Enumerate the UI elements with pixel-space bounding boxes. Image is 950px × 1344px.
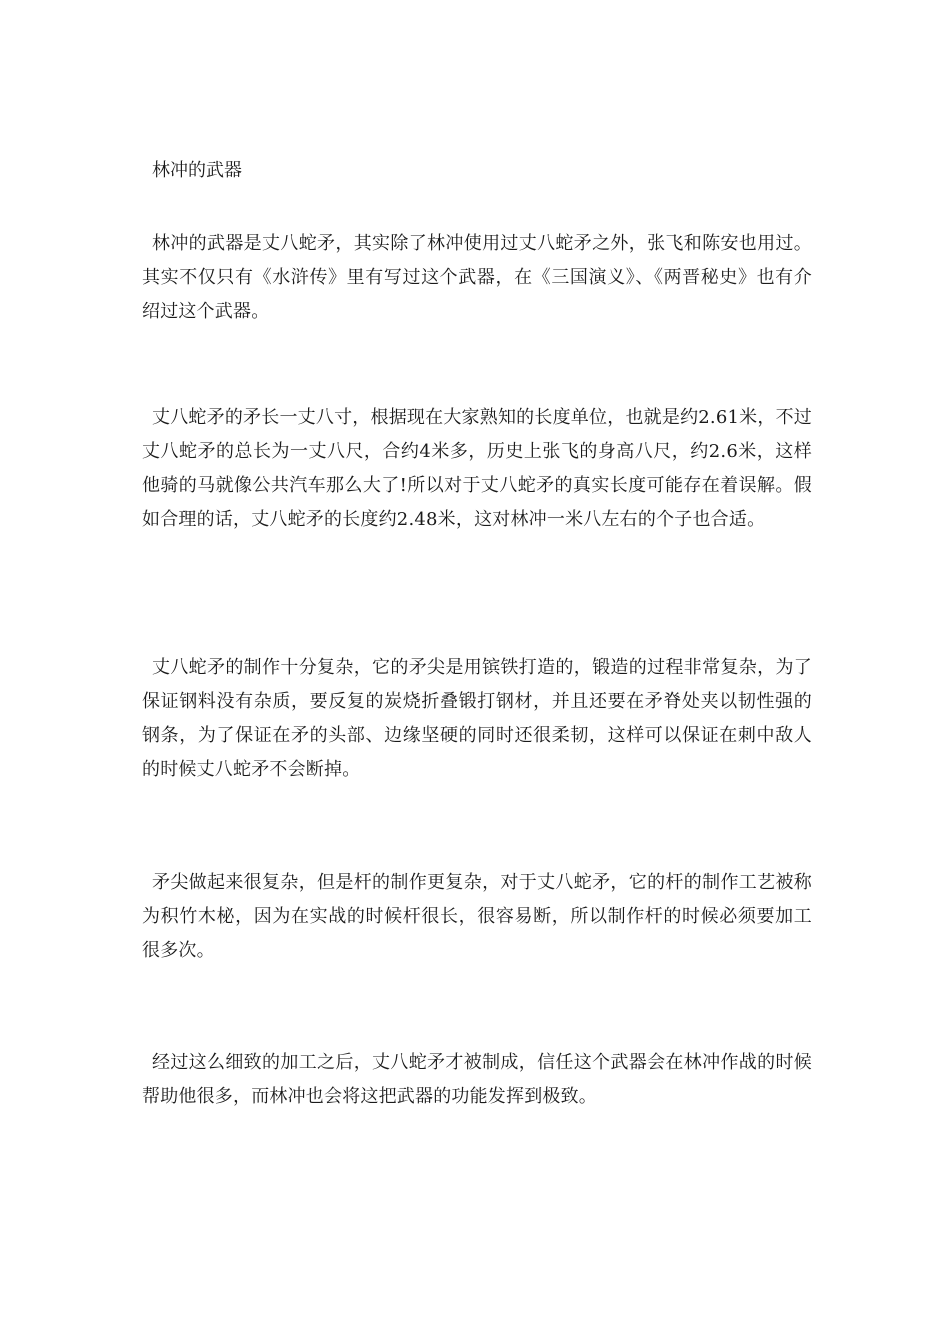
paragraph-conclusion: 经过这么细致的加工之后，丈八蛇矛才被制成，信任这个武器会在林冲作战的时候帮助他很多，而林冲也会将这把武器的功能发挥到极致。: [142, 1052, 812, 1107]
paragraph-spearhead: 丈八蛇矛的制作十分复杂，它的矛尖是用镔铁打造的，锻造的过程非常复杂，为了保证钢料没有杂质，要反复的炭烧折叠锻打钢材，并且还要在矛脊处夹以韧性强的钢条，为了保证在矛的头部、边缘坚硬的同时还很柔韧，这样可以保证在刺中敌人的时候丈八蛇矛不会断掉。: [142, 657, 812, 780]
paragraph-intro: 林冲的武器是丈八蛇矛，其实除了林冲使用过丈八蛇矛之外，张飞和陈安也用过。其实不仅只有《水浒传》里有写过这个武器，在《三国演义》、《两晋秘史》也有介绍过这个武器。: [142, 233, 812, 322]
document-title: 林冲的武器: [152, 160, 242, 181]
paragraph-length: 丈八蛇矛的矛长一丈八寸，根据现在大家熟知的长度单位，也就是约2.61米，不过丈八蛇矛的总长为一丈八尺，合约4米多，历史上张飞的身高八尺，约2.6米，这样他骑的马就像公共汽车那么大了!所以对于丈八蛇矛的真实长度可能存在着误解。假如合理的话，丈八蛇矛的长度约2.48米，这对林冲一米八左右的个子也合适。: [142, 407, 812, 530]
paragraph-shaft: 矛尖做起来很复杂，但是杆的制作更复杂，对于丈八蛇矛，它的杆的制作工艺被称为积竹木柲，因为在实战的时候杆很长，很容易断，所以制作杆的时候必须要加工很多次。: [142, 872, 812, 961]
